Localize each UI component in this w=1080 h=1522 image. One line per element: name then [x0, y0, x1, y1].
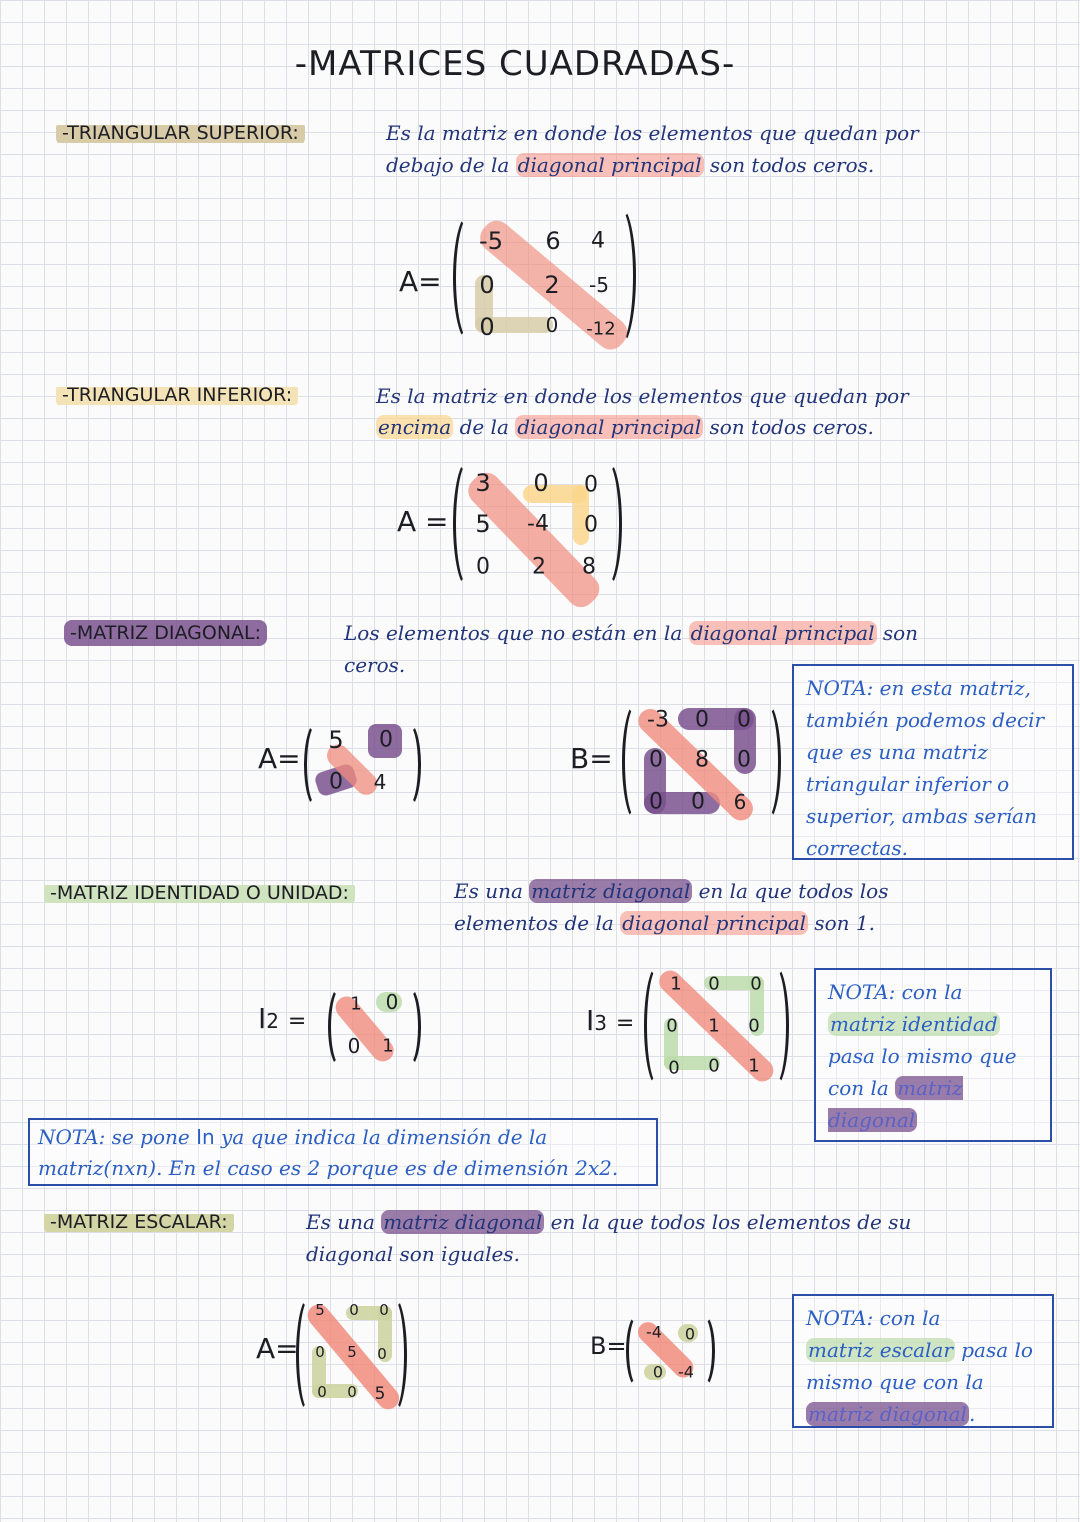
- matriz-identidad-desc-line1: [454, 875, 888, 907]
- matriz-identidad-heading: -MATRIZ IDENTIDAD O UNIDAD:: [44, 880, 355, 906]
- text-fragment: NOTA: con la: [828, 980, 963, 1004]
- matrix-cell: 2: [544, 271, 560, 299]
- text-fragment: son: [882, 621, 919, 645]
- matriz-escalar-desc-line1: [306, 1206, 911, 1238]
- highlight-diagonal-principal: diagonal principal: [622, 911, 807, 935]
- triangular-superior-desc-line1: Es la matriz en donde los elementos que quedan por: [386, 121, 919, 145]
- matrix-cell: 0: [317, 1383, 327, 1401]
- highlight-encima: encima: [378, 415, 452, 439]
- matrix-cell: 0: [349, 1301, 359, 1319]
- matrix-cell: 0: [737, 747, 751, 773]
- matrix-diagonal-b: [568, 698, 788, 822]
- matrix-label: [258, 1002, 306, 1035]
- matrix-cell: 0: [691, 789, 705, 815]
- matrix-identity-2: [256, 980, 426, 1070]
- matrix-cell: 0: [347, 1034, 361, 1058]
- text-fragment: Los elementos que no están en la: [344, 621, 683, 645]
- matrix-diagonal-a: [256, 710, 426, 810]
- matrix-cell: -4: [527, 511, 549, 537]
- matrix-cell: 8: [582, 554, 596, 580]
- text-fragment: pasa lo mismo que con la: [806, 1338, 1033, 1394]
- highlight-matriz-diagonal: matriz diagonal: [828, 1076, 963, 1132]
- symbol-in: In: [196, 1125, 215, 1149]
- text-fragment: de la: [459, 415, 509, 439]
- matrix-cell: 6: [545, 227, 561, 255]
- triangular-inferior-desc-line2: [376, 411, 874, 443]
- highlight-diagonal-principal: diagonal principal: [517, 153, 702, 177]
- label-main: I: [258, 1002, 267, 1035]
- matrix-cell: 0: [329, 769, 343, 795]
- highlight-matriz-identidad: matriz identidad: [830, 1012, 998, 1036]
- matrix-cell: 6: [733, 790, 747, 814]
- matrix-cell: 0: [479, 313, 495, 341]
- label-main: I: [586, 1004, 595, 1037]
- matriz-identidad-desc-line2: [454, 907, 875, 939]
- matrix-cell: 5: [328, 726, 344, 754]
- triangular-inferior-desc-line1: Es la matriz en donde los elementos que quedan por: [376, 384, 909, 408]
- matrix-cell: 0: [385, 990, 399, 1014]
- matriz-escalar-heading: -MATRIZ ESCALAR:: [44, 1209, 234, 1235]
- matrix-cell: 0: [668, 1057, 680, 1079]
- matrix-cell: 1: [350, 993, 362, 1015]
- matrix-cell: -3: [647, 707, 669, 733]
- nota-dimension: [28, 1118, 658, 1186]
- matrix-cell: 0: [708, 973, 720, 995]
- text-fragment: matriz(nxn). En el caso es 2 porque es de dimensión 2x2.: [38, 1156, 619, 1180]
- matrix-cell: 0: [584, 472, 598, 498]
- label-subscript: 2: [266, 1009, 279, 1033]
- matrix-cell: -5: [479, 227, 503, 255]
- matrix-cell: 0: [545, 313, 559, 337]
- text-fragment: elementos de la: [454, 911, 614, 935]
- matrix-escalar-b: [588, 1310, 728, 1390]
- highlight-matriz-diagonal: matriz diagonal: [383, 1210, 543, 1234]
- matrix-cell: 1: [708, 1015, 720, 1037]
- matrix-cell: -4: [646, 1322, 662, 1342]
- matrix-cell: 5: [347, 1343, 357, 1361]
- matrix-cell: -5: [589, 273, 609, 297]
- matrix-cell: 0: [666, 1015, 678, 1037]
- matrix-cell: 0: [584, 512, 598, 538]
- highlight-matriz-diagonal: matriz diagonal: [531, 879, 691, 903]
- matrix-cell: 0: [695, 707, 709, 733]
- matrix-label: B=: [590, 1332, 627, 1360]
- matrix-escalar-a: [254, 1292, 424, 1412]
- matrix-cell: 3: [475, 469, 491, 497]
- matriz-diagonal-desc-line1: [344, 617, 918, 649]
- matrix-cell: 0: [476, 554, 490, 580]
- text-fragment: en la que todos los: [698, 879, 889, 903]
- highlight-diagonal-principal: diagonal principal: [690, 621, 875, 645]
- matrix-cell: 0: [533, 469, 549, 497]
- matrix-cell: 4: [373, 770, 387, 794]
- highlight-matriz-diagonal: matriz diagonal: [808, 1402, 967, 1426]
- text-fragment: .: [968, 1402, 976, 1426]
- triangular-inferior-heading: -TRIANGULAR INFERIOR:: [56, 382, 298, 408]
- label-equals: =: [287, 1009, 307, 1034]
- text-fragment: son todos ceros.: [709, 415, 874, 439]
- triangular-superior-heading: -TRIANGULAR SUPERIOR:: [56, 120, 305, 146]
- matrix-label: A=: [399, 265, 442, 298]
- matrix-cell: 5: [475, 510, 491, 538]
- right-paren: [692, 1314, 715, 1388]
- right-paren: [752, 702, 781, 822]
- matrix-cell: 0: [649, 789, 663, 815]
- matrix-cell: 0: [379, 1301, 389, 1319]
- matrix-cell: 0: [377, 1345, 387, 1363]
- matrix-cell: 1: [748, 1055, 760, 1077]
- matrix-cell: 8: [695, 747, 709, 773]
- text-fragment: pasa lo mismo que con la: [828, 1044, 1017, 1100]
- matrix-cell: -12: [586, 318, 616, 340]
- matrix-cell: 0: [649, 747, 663, 773]
- matrix-label: A=: [256, 1332, 299, 1365]
- text-fragment: son 1.: [814, 911, 875, 935]
- matrix-cell: 0: [652, 1362, 664, 1382]
- matrix-cell: 0: [315, 1343, 325, 1361]
- text-fragment: ya que indica la dimensión de la: [221, 1125, 548, 1149]
- matrix-cell: 1: [670, 973, 682, 995]
- matrix-label: B=: [570, 742, 613, 775]
- matrix-identity-3: [584, 962, 794, 1086]
- matrix-cell: 5: [374, 1384, 386, 1404]
- text-fragment: Es una: [454, 879, 523, 903]
- matrix-label: A =: [397, 505, 449, 538]
- matrix-cell: 1: [382, 1035, 394, 1057]
- text-fragment: NOTA: se pone: [38, 1125, 190, 1149]
- highlight-matriz-escalar: matriz escalar: [808, 1338, 953, 1362]
- matrix-cell: 0: [479, 271, 495, 299]
- nota-matriz-diagonal: NOTA: en esta matriz, también podemos decir que es una matriz triangular inferior o superior, ambas serían correctas.: [792, 664, 1074, 860]
- matrix-cell: 0: [750, 973, 762, 995]
- matrix-label: A=: [258, 742, 301, 775]
- nota-matriz-identidad: [814, 968, 1052, 1142]
- matriz-escalar-desc-line2: diagonal son iguales.: [306, 1242, 520, 1266]
- text-fragment: en la que todos los elementos de su: [550, 1210, 912, 1234]
- matrix-cell: 0: [684, 1324, 696, 1344]
- text-fragment: NOTA: con la: [806, 1306, 941, 1330]
- matriz-diagonal-desc-line2: ceros.: [344, 653, 406, 677]
- text-fragment: Es una: [306, 1210, 375, 1234]
- nota-matriz-escalar: [792, 1294, 1054, 1428]
- matrix-cell: 0: [748, 1015, 760, 1037]
- matrix-cell: 0: [708, 1055, 720, 1077]
- matrix-cell: 0: [737, 707, 751, 733]
- triangular-superior-desc-line2: [386, 149, 874, 181]
- text-fragment: son todos ceros.: [709, 153, 875, 177]
- page-title: -MATRICES CUADRADAS-: [294, 44, 736, 84]
- matrix-cell: 0: [347, 1383, 357, 1401]
- matrix-cell: 5: [315, 1301, 325, 1319]
- matrix-triangular-inferior: [395, 455, 635, 595]
- matrix-cell: 0: [379, 727, 393, 753]
- label-subscript: 3: [594, 1011, 607, 1035]
- matrix-cell: -4: [678, 1362, 694, 1382]
- matrix-triangular-superior: [395, 205, 655, 345]
- matrix-cell: 2: [532, 554, 546, 580]
- highlight-diagonal-principal: diagonal principal: [517, 415, 702, 439]
- matrix-cell: 4: [591, 228, 605, 254]
- matriz-diagonal-heading: -MATRIZ DIAGONAL:: [64, 620, 267, 646]
- text-fragment: debajo de la: [386, 153, 510, 177]
- label-equals: =: [615, 1011, 635, 1036]
- matrix-label: [586, 1004, 634, 1037]
